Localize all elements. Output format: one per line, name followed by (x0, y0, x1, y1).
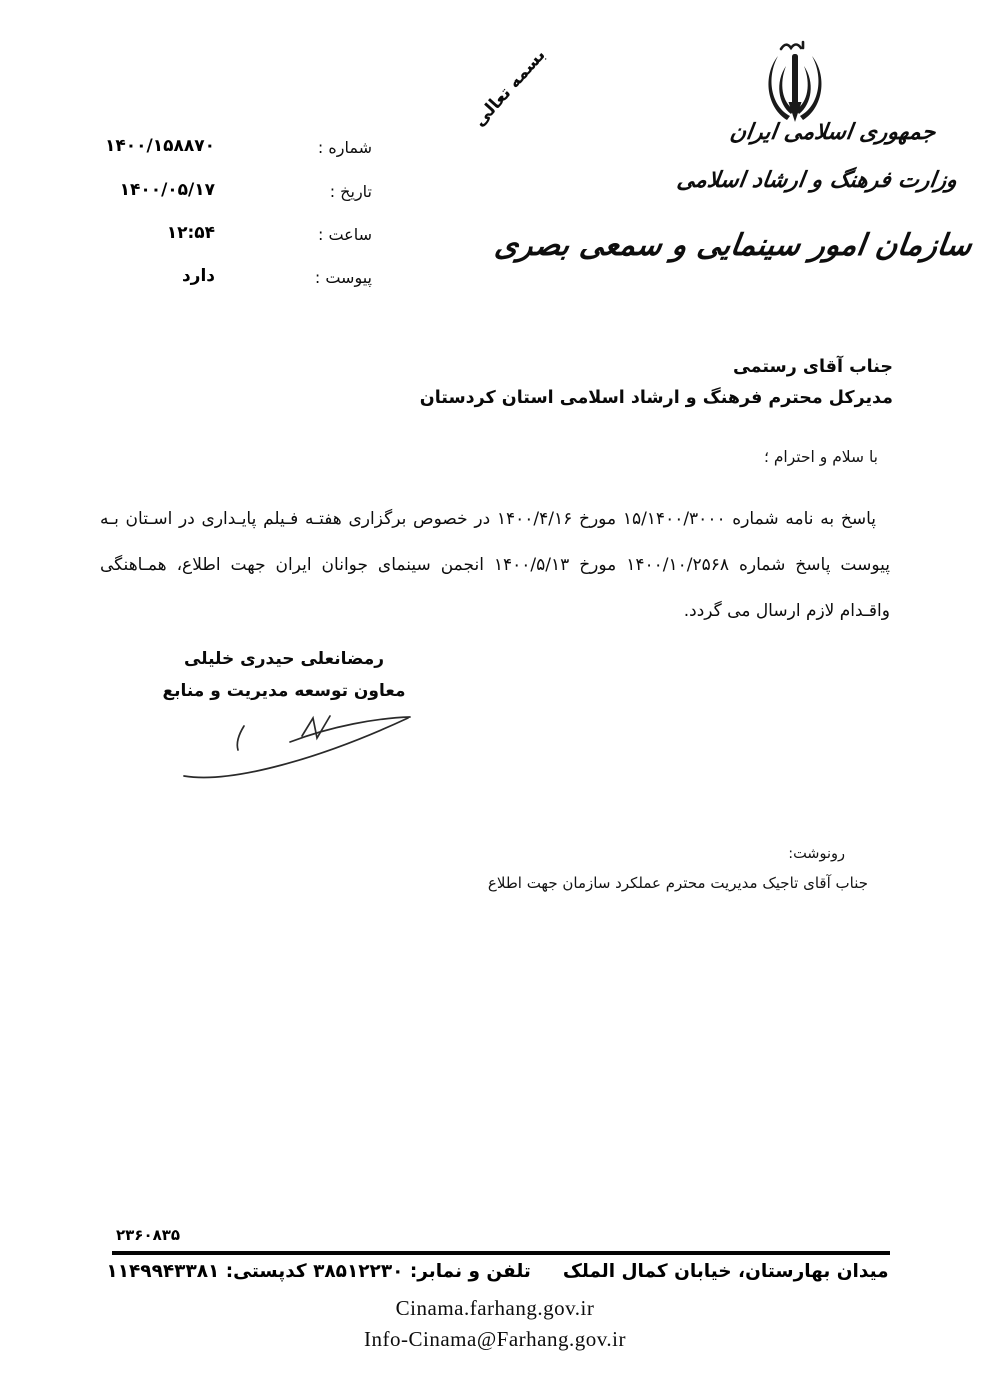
meta-value-date: ۱۴۰۰/۰۵/۱۷ (119, 180, 215, 200)
iran-emblem-icon (742, 40, 848, 132)
letterhead-ministry: وزارت فرهنگ و ارشاد اسلامی (675, 168, 959, 193)
footer-website: Cinama.farhang.gov.ir (395, 1296, 595, 1320)
footer-email: Info-Cinama@Farhang.gov.ir (364, 1327, 626, 1351)
meta-value-number: ۱۴۰۰/۱۵۸۸۷۰ (105, 136, 215, 156)
meta-label-date: تاریخ : (329, 182, 372, 201)
footer-divider (112, 1251, 890, 1255)
letterhead-organization: سازمان امور سینمایی و سمعی بصری (492, 228, 975, 263)
salutation: با سلام و احترام ؛ (763, 448, 878, 466)
meta-label-attachment: پیوست : (314, 268, 372, 287)
footer-street-address: میدان بهارستان، خیابان کمال الملک (562, 1261, 889, 1282)
recipient-name: جناب آقای رستمی (732, 357, 893, 377)
letterhead-country: جمهوری اسلامی ایران (727, 120, 937, 145)
recipient-block (420, 352, 893, 414)
cc-recipient: جناب آقای تاجیک مدیریت محترم عملکرد سازمان جهت اطلاع (487, 874, 868, 892)
meta-value-attachment: دارد (181, 266, 215, 286)
handwritten-signature (172, 706, 416, 784)
meta-label-number: شماره : (317, 138, 372, 157)
letter-body: پاسخ به نامه شماره ۱۵/۱۴۰۰/۳۰۰۰ مورخ ۱۴۰۰/۴/۱۶ در خصوص برگزاری هفتـه فـیلم پایـداری در اسـتان بـه پیوست پاسخ شماره ۱۴۰۰/۱۰/۲۵۶۸ مورخ ۱۴۰۰/۵/۱۳ انجمن سینمای جوانان ایران جهت اطلاع، همـاهنگی واقـدام لازم ارسال می گردد. (100, 509, 890, 621)
signature-block (148, 648, 420, 702)
recipient-title: مدیرکل محترم فرهنگ و ارشاد اسلامی استان کردستان (419, 388, 893, 408)
meta-label-time: ساعت : (317, 225, 372, 244)
signer-name: رمضانعلی حیدری خلیلی (183, 649, 385, 669)
footer-address-row (105, 1261, 890, 1282)
besmele-calligraphy (452, 46, 568, 130)
besmele-text: بسمه تعالی (470, 45, 550, 131)
signer-title: معاون توسعه مدیریت و منابع (162, 681, 406, 701)
document-code: ۲۳۶۰۸۳۵ (116, 1226, 181, 1244)
cc-heading: رونوشت: (788, 846, 845, 862)
footer-phone-postal: تلفن و نمابر: ۳۸۵۱۲۲۳۰ کدپستی: ۱۱۴۹۹۴۳۳۸۱ (106, 1261, 531, 1282)
meta-value-time: ۱۲:۵۴ (166, 223, 215, 243)
